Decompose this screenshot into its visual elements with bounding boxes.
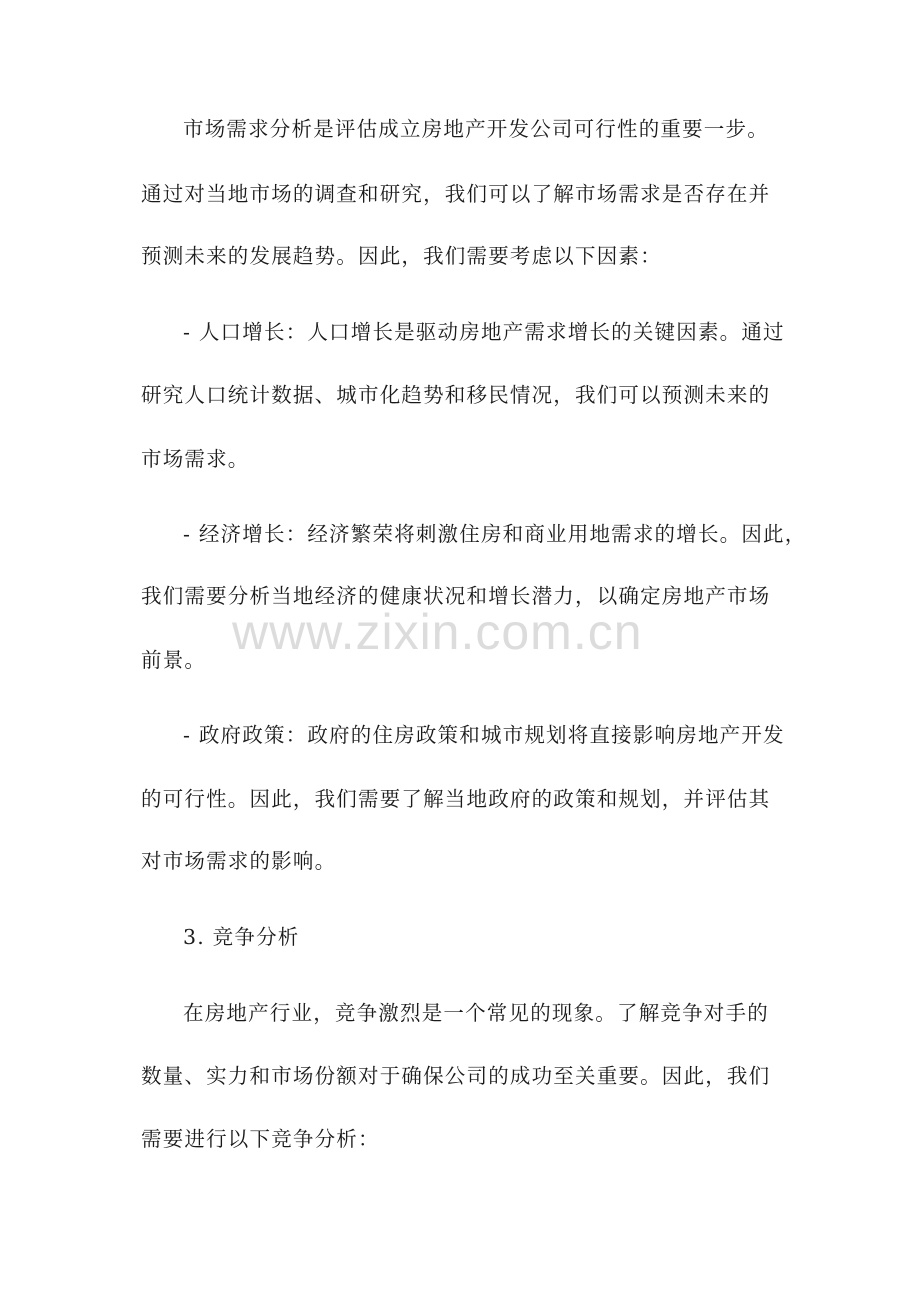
paragraph-3-line-2: 我们需要分析当地经济的健康状况和增长潜力，以确定房地产市场 [141,584,771,608]
paragraph-4-line-1: - 政府政策：政府的住房政策和城市规划将直接影响房地产开发 [183,723,785,747]
paragraph-4-line-3: 对市场需求的影响。 [141,849,337,873]
paragraph-1-line-3: 预测未来的发展趋势。因此，我们需要考虑以下因素： [141,244,662,268]
paragraph-3-line-3: 前景。 [141,648,207,672]
paragraph-6-line-3: 需要进行以下竞争分析： [141,1127,380,1151]
paragraph-6-line-1: 在房地产行业，竞争激烈是一个常见的现象。了解竞争对手的 [183,1001,769,1025]
paragraph-2-line-2: 研究人口统计数据、城市化趋势和移民情况，我们可以预测未来的 [141,383,771,407]
paragraph-2-line-1: - 人口增长：人口增长是驱动房地产需求增长的关键因素。通过 [183,320,785,344]
paragraph-1-line-1: 市场需求分析是评估成立房地产开发公司可行性的重要一步。 [183,117,769,141]
section-heading: 3. 竞争分析 [183,925,300,949]
paragraph-1-line-2: 通过对当地市场的调查和研究，我们可以了解市场需求是否存在并 [141,182,771,206]
paragraph-4-line-2: 的可行性。因此，我们需要了解当地政府的政策和规划，并评估其 [141,787,771,811]
paragraph-3-line-1: - 经济增长：经济繁荣将刺激住房和商业用地需求的增长。因此， [183,522,807,546]
paragraph-6-line-2: 数量、实力和市场份额对于确保公司的成功至关重要。因此，我们 [141,1064,771,1088]
paragraph-2-line-3: 市场需求。 [141,447,250,471]
watermark: www.zixin.com.cn [232,604,643,660]
